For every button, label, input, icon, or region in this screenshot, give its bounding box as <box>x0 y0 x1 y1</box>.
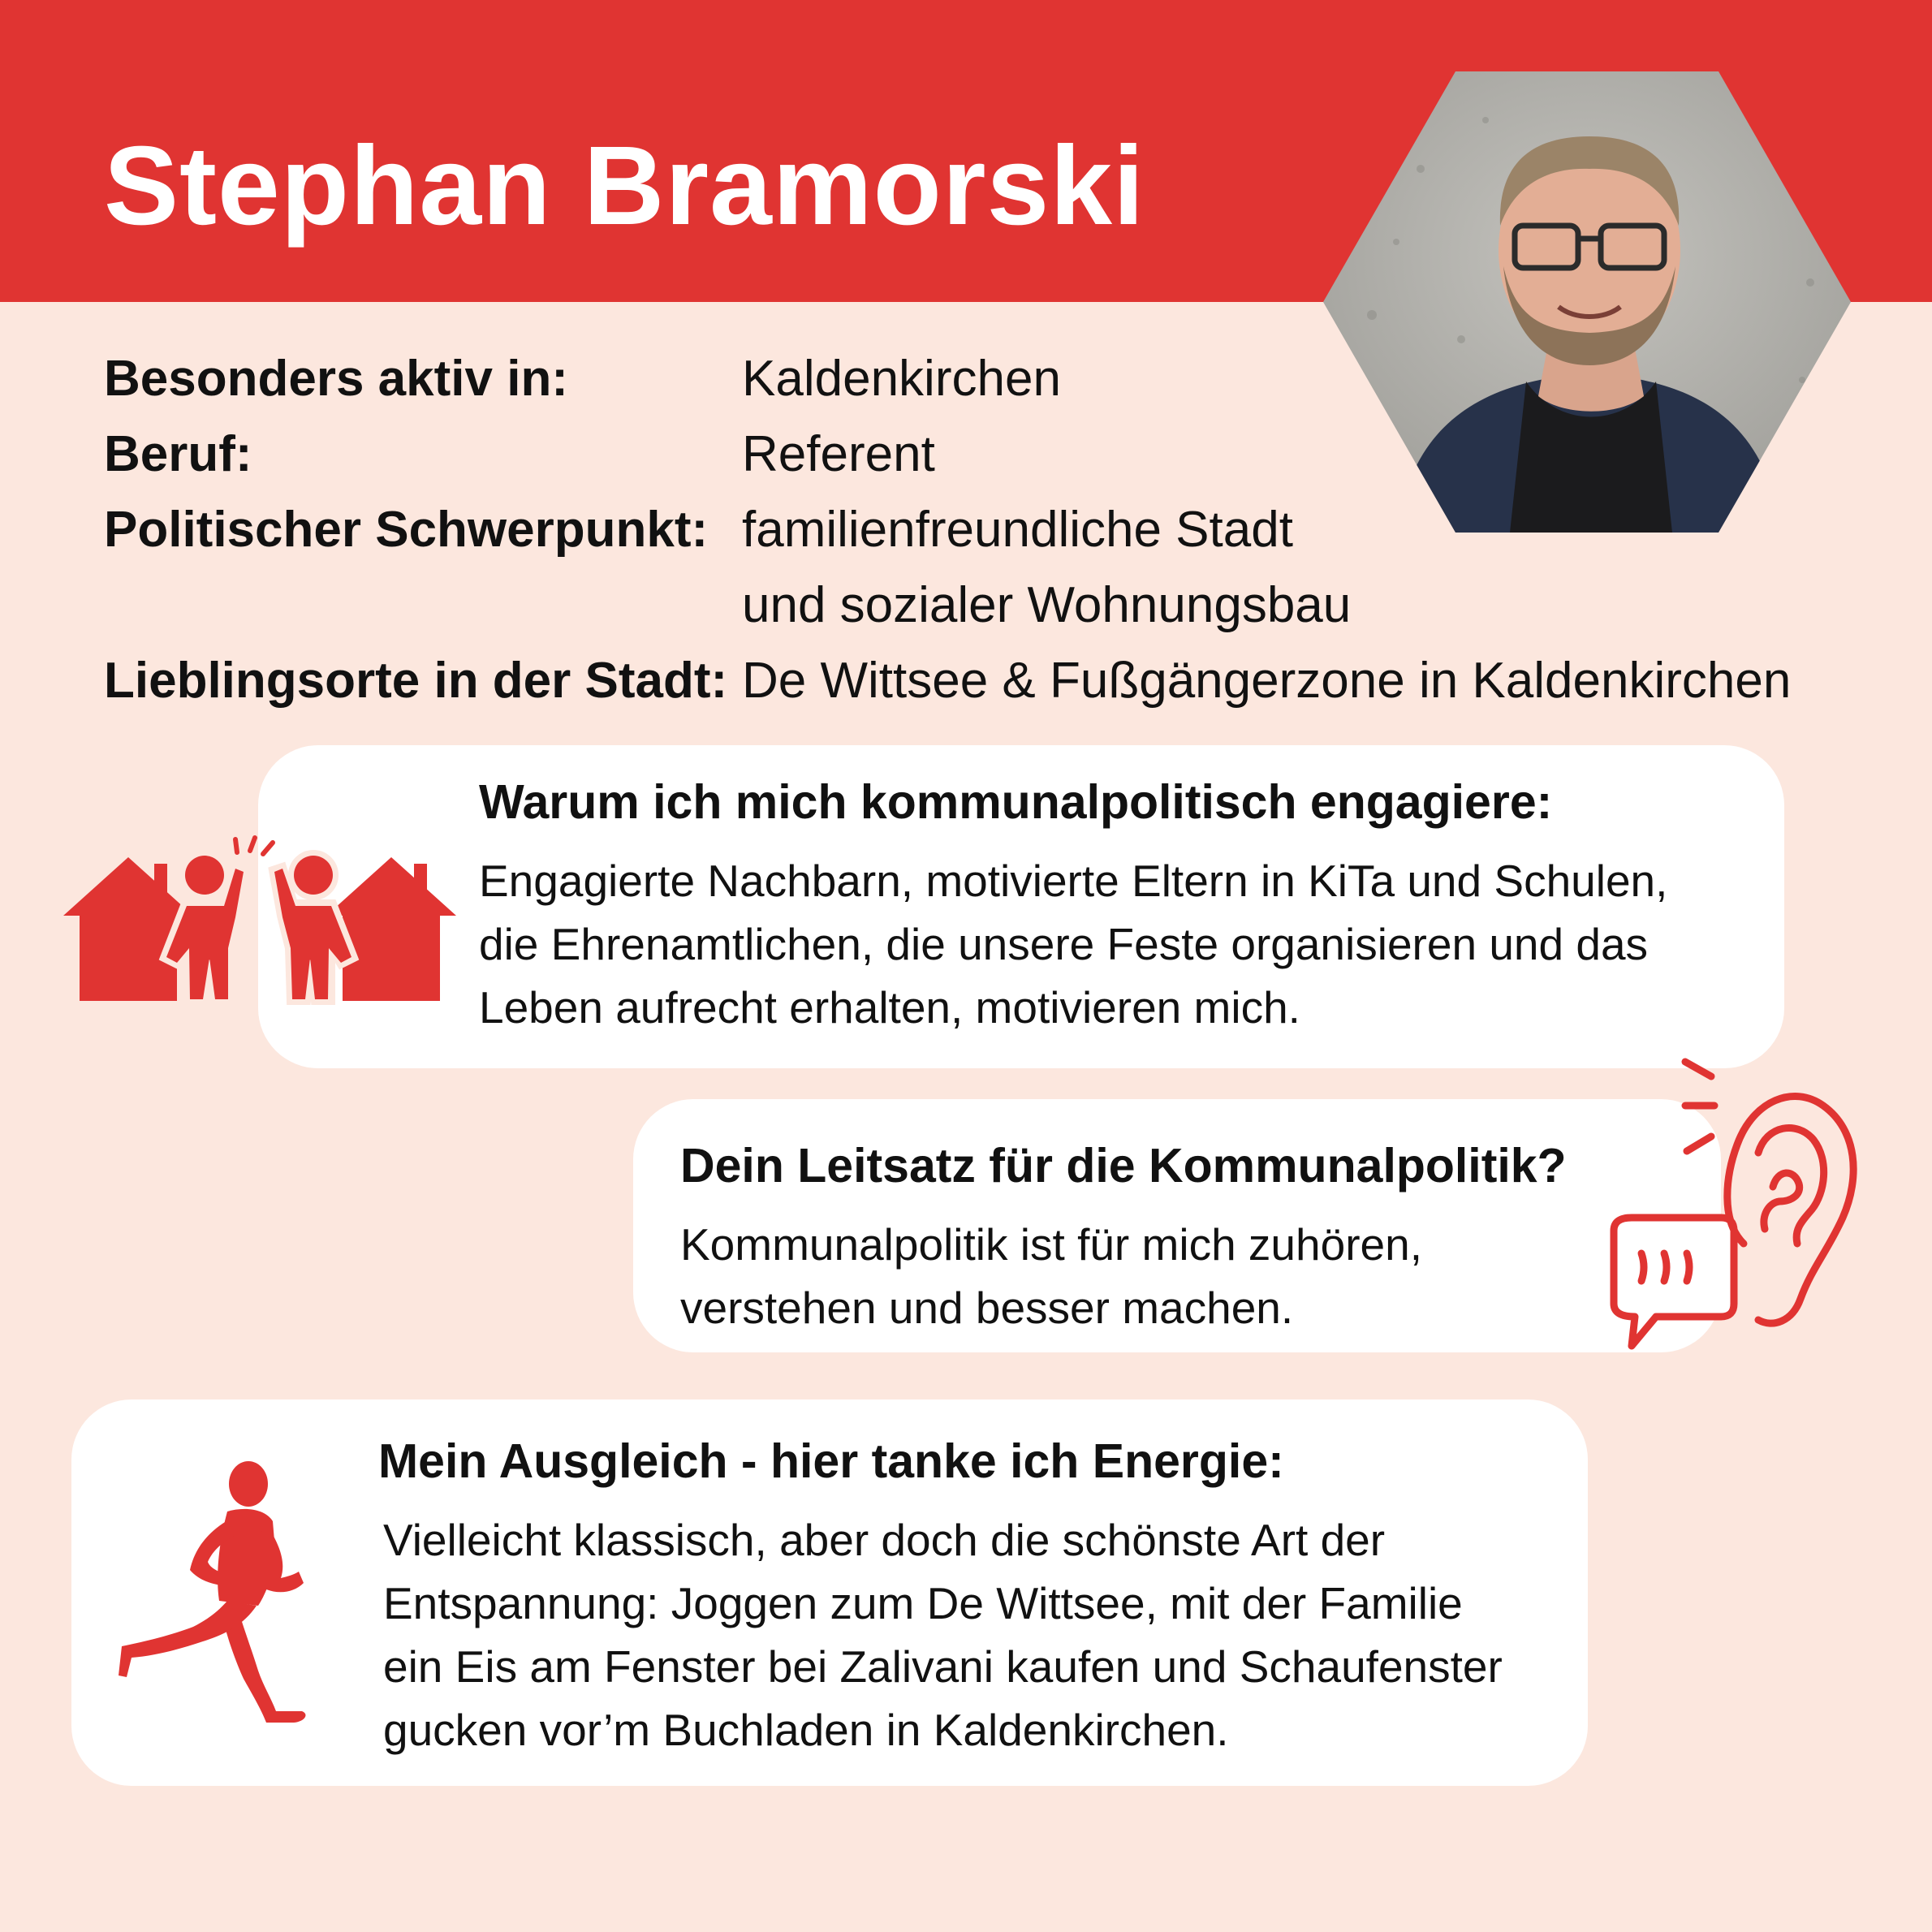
fact-value: Kaldenkirchen <box>742 351 1061 407</box>
fact-label: Politischer Schwerpunkt: <box>104 502 709 558</box>
fact-value: familienfreundliche Stadt <box>742 502 1293 558</box>
neighbors-high-five-icon <box>63 834 456 1005</box>
fact-value: und sozialer Wohnungsbau <box>742 577 1352 633</box>
runner-icon <box>114 1458 341 1726</box>
fact-label: Beruf: <box>104 426 252 482</box>
card-title: Dein Leitsatz für die Kommunalpolitik? <box>680 1139 1567 1192</box>
card-text <box>479 849 1667 1039</box>
card-text-line: Entspannung: Joggen zum De Wittsee, mit der Familie <box>383 1578 1463 1628</box>
card-motto <box>633 1099 1721 1352</box>
fact-value: De Wittsee & Fußgängerzone in Kaldenkirchen <box>742 653 1792 709</box>
fact-value: Referent <box>742 426 935 482</box>
card-text <box>680 1213 1422 1339</box>
card-text-line: ein Eis am Fenster bei Zalivani kaufen und Schaufenster <box>383 1641 1503 1692</box>
ear-speech-bubble-icon <box>1599 1055 1867 1356</box>
card-text-line: gucken vor’m Buchladen in Kaldenkirchen. <box>383 1705 1229 1755</box>
card-text-line: verstehen und besser machen. <box>680 1283 1294 1333</box>
card-text-line: Vielleicht klassisch, aber doch die schönste Art der <box>383 1515 1386 1565</box>
card-text-line: Kommunalpolitik ist für mich zuhören, <box>680 1219 1422 1270</box>
card-text-line: Leben aufrecht erhalten, motivieren mich. <box>479 982 1300 1033</box>
card-motivation <box>258 745 1784 1068</box>
person-name: Stephan Bramorski <box>104 123 1145 248</box>
portrait-photo <box>1323 71 1851 533</box>
card-text-line: Engagierte Nachbarn, motivierte Eltern in KiTa und Schulen, <box>479 856 1668 906</box>
card-title: Warum ich mich kommunalpolitisch engagiere: <box>479 775 1553 829</box>
card-text <box>383 1508 1503 1762</box>
card-text-line: die Ehrenamtlichen, die unsere Feste organisieren und das <box>479 919 1649 969</box>
fact-label: Besonders aktiv in: <box>104 351 568 407</box>
card-title: Mein Ausgleich - hier tanke ich Energie: <box>378 1434 1284 1488</box>
fact-label: Lieblingsorte in der Stadt: <box>104 653 728 709</box>
